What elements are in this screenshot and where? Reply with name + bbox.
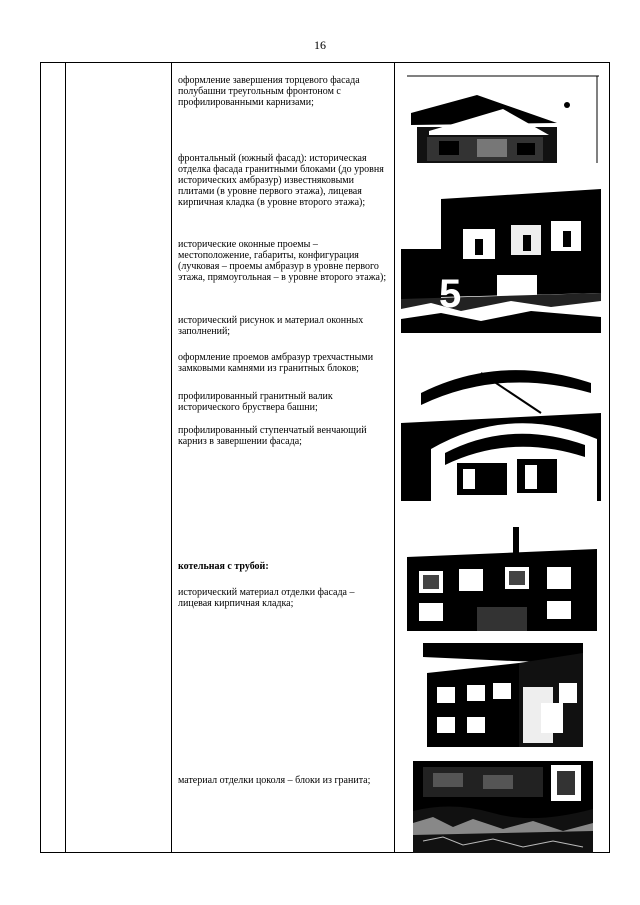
column-divider-1 [65, 63, 66, 852]
building-number: 5 [439, 272, 462, 316]
column-divider-3 [394, 63, 395, 852]
text-window-fillings: исторический рисунок и материал оконных заполнений; [178, 315, 364, 337]
column-divider-2 [171, 63, 172, 852]
photo-building-corner [423, 643, 583, 749]
photo-boiler-house [407, 527, 597, 631]
photo-granite-plinth [413, 761, 593, 853]
text-granite-roll: профилированный гранитный валик исторического бруствера башни; [178, 391, 333, 413]
photo-south-facade [401, 189, 601, 333]
text-window-openings: исторические оконные проемы – местоположение, габариты, конфигурация (лучковая – проемы амбразур в уровне первого этажа, прямоугольная – в уровне второго этажа); [178, 239, 387, 283]
photo-embrasure [401, 353, 601, 501]
page-number: 16 [314, 38, 326, 52]
photo-pediment [407, 75, 599, 163]
text-embrasure-keystones: оформление проемов амбразур трехчастными замковыми камнями из гранитных блоков; [178, 352, 374, 374]
text-south-facade: фронтальный (южный фасад): историческая отделка фасада гранитными блоками (до уровня исторических амбразур) известняковыми плитами (в уровне первого этажа), лицевая кирпичная кладка (в уровне второго этажа); [178, 153, 384, 208]
text-brick-facing: исторический материал отделки фасада – лицевая кирпичная кладка; [178, 587, 355, 609]
text-plinth-granite: материал отделки цоколя – блоки из гранита; [178, 775, 371, 786]
text-crowning-cornice: профилированный ступенчатый венчающий карниз в завершении фасада; [178, 425, 367, 447]
text-pediment: оформление завершения торцевого фасада полубашни треугольным фронтоном с профилированными карнизами; [178, 75, 360, 108]
document-table [40, 62, 610, 853]
text-boiler-house-heading: котельная с трубой: [178, 561, 269, 572]
